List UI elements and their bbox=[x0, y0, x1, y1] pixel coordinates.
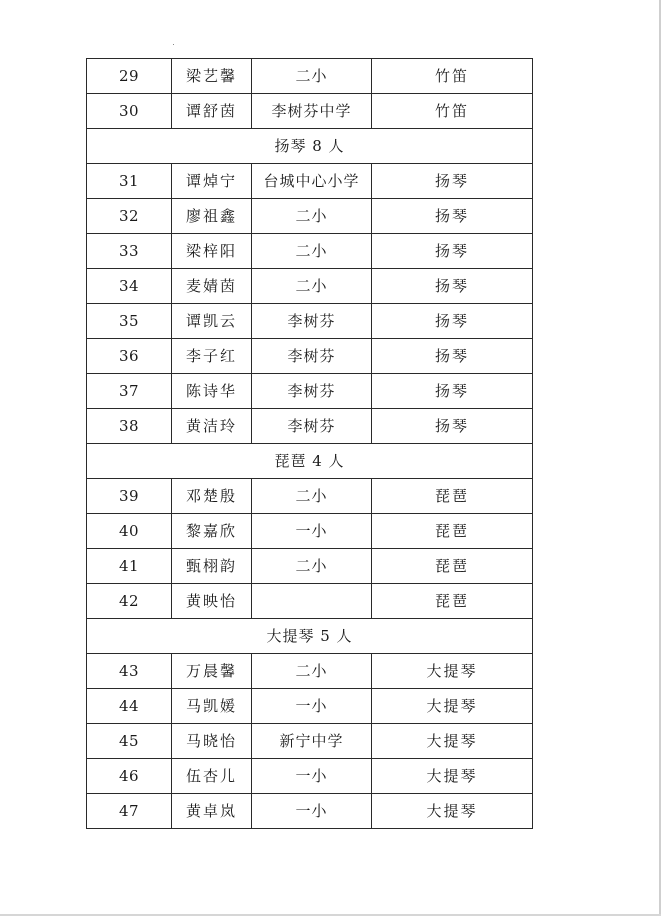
student-name: 廖祖鑫 bbox=[172, 199, 252, 234]
student-name: 谭凯云 bbox=[172, 304, 252, 339]
student-name: 谭焯宁 bbox=[172, 164, 252, 199]
section-header: 扬琴 8 人 bbox=[87, 129, 533, 164]
student-name: 谭舒茵 bbox=[172, 94, 252, 129]
table-row bbox=[87, 94, 533, 129]
school-name: 李树芬 bbox=[252, 339, 372, 374]
table-row bbox=[87, 549, 533, 584]
instrument-name: 大提琴 bbox=[372, 794, 533, 829]
table-row bbox=[87, 724, 533, 759]
instrument-name: 扬琴 bbox=[372, 339, 533, 374]
student-name: 黄洁玲 bbox=[172, 409, 252, 444]
school-name: 新宁中学 bbox=[252, 724, 372, 759]
student-name: 黄卓岚 bbox=[172, 794, 252, 829]
school-name: 二小 bbox=[252, 654, 372, 689]
table-row bbox=[87, 654, 533, 689]
table-row bbox=[87, 794, 533, 829]
instrument-name: 琵琶 bbox=[372, 514, 533, 549]
row-number: 33 bbox=[87, 234, 172, 269]
row-number: 44 bbox=[87, 689, 172, 724]
row-number: 29 bbox=[87, 59, 172, 94]
row-number: 36 bbox=[87, 339, 172, 374]
table-row bbox=[87, 339, 533, 374]
row-number: 32 bbox=[87, 199, 172, 234]
school-name: 一小 bbox=[252, 689, 372, 724]
table-row bbox=[87, 409, 533, 444]
school-name: 一小 bbox=[252, 514, 372, 549]
instrument-name: 大提琴 bbox=[372, 759, 533, 794]
row-number: 42 bbox=[87, 584, 172, 619]
section-header: 大提琴 5 人 bbox=[87, 619, 533, 654]
instrument-name: 扬琴 bbox=[372, 409, 533, 444]
school-name: 二小 bbox=[252, 269, 372, 304]
table-row bbox=[87, 269, 533, 304]
student-name: 伍杏儿 bbox=[172, 759, 252, 794]
instrument-name: 大提琴 bbox=[372, 654, 533, 689]
row-number: 46 bbox=[87, 759, 172, 794]
table-row bbox=[87, 234, 533, 269]
instrument-name: 扬琴 bbox=[372, 304, 533, 339]
section-header: 琵琶 4 人 bbox=[87, 444, 533, 479]
school-name: 李树芬 bbox=[252, 409, 372, 444]
row-number: 47 bbox=[87, 794, 172, 829]
row-number: 35 bbox=[87, 304, 172, 339]
table-row bbox=[87, 584, 533, 619]
student-name: 梁梓阳 bbox=[172, 234, 252, 269]
row-number: 45 bbox=[87, 724, 172, 759]
student-name: 马凯媛 bbox=[172, 689, 252, 724]
row-number: 39 bbox=[87, 479, 172, 514]
student-name: 李子红 bbox=[172, 339, 252, 374]
instrument-name: 扬琴 bbox=[372, 269, 533, 304]
student-name: 麦婧茵 bbox=[172, 269, 252, 304]
student-name: 黎嘉欣 bbox=[172, 514, 252, 549]
student-name: 陈诗华 bbox=[172, 374, 252, 409]
section-header-row bbox=[87, 444, 533, 479]
table-row bbox=[87, 374, 533, 409]
instrument-name: 竹笛 bbox=[372, 94, 533, 129]
table-row bbox=[87, 514, 533, 549]
school-name: 一小 bbox=[252, 794, 372, 829]
table-row bbox=[87, 759, 533, 794]
table-row bbox=[87, 689, 533, 724]
school-name: 二小 bbox=[252, 549, 372, 584]
roster-table bbox=[86, 58, 533, 829]
table-row bbox=[87, 304, 533, 339]
table-row bbox=[87, 164, 533, 199]
school-name: 台城中心小学 bbox=[252, 164, 372, 199]
instrument-name: 扬琴 bbox=[372, 164, 533, 199]
school-name: 一小 bbox=[252, 759, 372, 794]
section-header-row bbox=[87, 619, 533, 654]
instrument-name: 竹笛 bbox=[372, 59, 533, 94]
school-name: 二小 bbox=[252, 59, 372, 94]
row-number: 41 bbox=[87, 549, 172, 584]
row-number: 40 bbox=[87, 514, 172, 549]
school-name: 二小 bbox=[252, 199, 372, 234]
row-number: 38 bbox=[87, 409, 172, 444]
school-name: 李树芬 bbox=[252, 304, 372, 339]
school-name bbox=[252, 584, 372, 619]
table-row bbox=[87, 59, 533, 94]
student-name: 马晓怡 bbox=[172, 724, 252, 759]
instrument-name: 大提琴 bbox=[372, 689, 533, 724]
instrument-name: 琵琶 bbox=[372, 479, 533, 514]
roster-body bbox=[87, 59, 533, 829]
school-name: 二小 bbox=[252, 234, 372, 269]
scan-speck bbox=[173, 44, 174, 45]
row-number: 37 bbox=[87, 374, 172, 409]
instrument-name: 琵琶 bbox=[372, 584, 533, 619]
row-number: 34 bbox=[87, 269, 172, 304]
row-number: 31 bbox=[87, 164, 172, 199]
student-name: 黄映怡 bbox=[172, 584, 252, 619]
student-name: 邓楚殷 bbox=[172, 479, 252, 514]
student-name: 甄栩韵 bbox=[172, 549, 252, 584]
section-header-row bbox=[87, 129, 533, 164]
student-name: 万晨馨 bbox=[172, 654, 252, 689]
row-number: 30 bbox=[87, 94, 172, 129]
instrument-name: 扬琴 bbox=[372, 374, 533, 409]
row-number: 43 bbox=[87, 654, 172, 689]
table-row bbox=[87, 199, 533, 234]
school-name: 李树芬中学 bbox=[252, 94, 372, 129]
instrument-name: 扬琴 bbox=[372, 199, 533, 234]
school-name: 李树芬 bbox=[252, 374, 372, 409]
instrument-name: 扬琴 bbox=[372, 234, 533, 269]
table-row bbox=[87, 479, 533, 514]
instrument-name: 琵琶 bbox=[372, 549, 533, 584]
student-name: 梁艺馨 bbox=[172, 59, 252, 94]
instrument-name: 大提琴 bbox=[372, 724, 533, 759]
school-name: 二小 bbox=[252, 479, 372, 514]
